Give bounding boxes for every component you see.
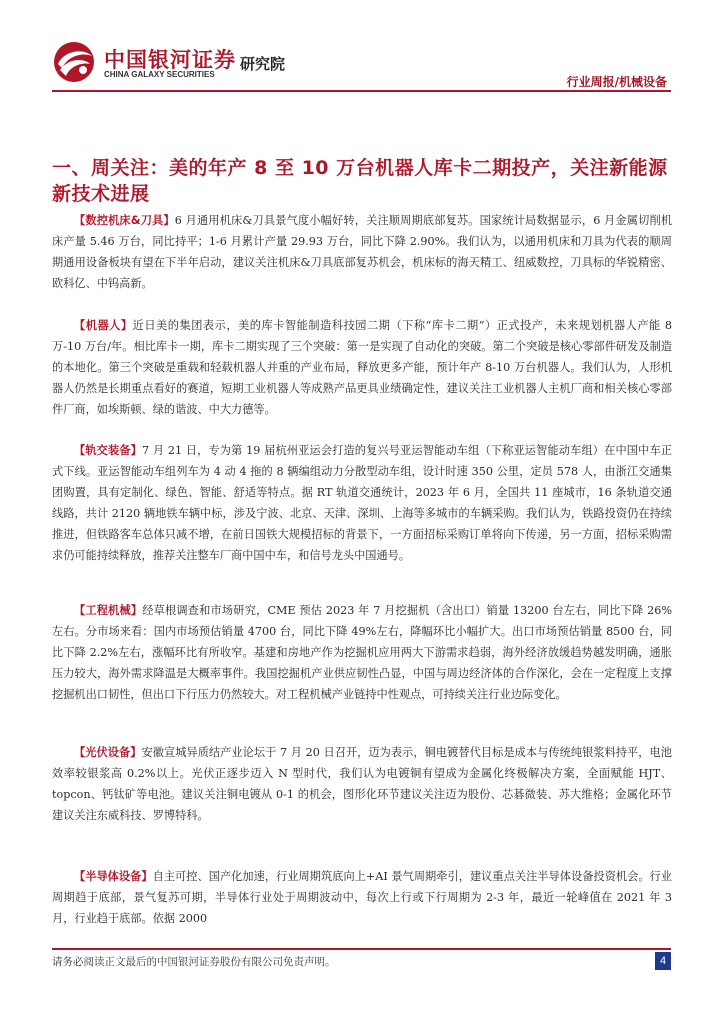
paragraph-rail-equipment — [52, 440, 672, 566]
paragraph-body: 6 月通用机床&刀具景气度小幅好转，关注顺周期底部复苏。国家统计局数据显示，6 月金属切削机床产量 5.46 万台，同比持平；1-6 月累计产量 29.93 万台，同比下降 2.90%。我们认为，以通用机床和刀具为代表的顺周期通用设备板块有望在下半年启动，建议关注机床&刀具底部复苏机会，机床标的海天精工、纽威数控，刀具标的华锐精密、欧科亿、中钨高新。 — [52, 214, 673, 290]
logo-english-name: CHINA GALAXY SECURITIES — [104, 70, 215, 79]
footer-divider — [52, 948, 671, 950]
paragraph-pv-equipment — [52, 742, 672, 826]
paragraph-body: 7 月 21 日，专为第 19 届杭州亚运会打造的复兴号亚运智能动车组（下称亚运智能动车组）在中国中车正式下线。亚运智能动车组列车为 4 动 4 拖的 8 辆编组动力分散型动车组，设计时速 350 公里，定员 578 人，由浙江交通集团购置，具有定制化、绿色、智能、舒适等特点。据 RT 轨道交通统计，2023 年 6 月，全国共 11 座城市，16 条轨道交通线路，共计 2120 辆地铁车辆中标，涉及宁波、北京、天津、深圳、上海等多城市的车辆采购。我们认为，铁路投资仍在持续推进，但铁路客车总体只减不增，在前日国铁大规模招标的背景下，一方面招标采购订单将向下传递，另一方面，招标采购需求仍可能持续释放，推荐关注整车厂商中国中车，和信号龙头中国通号。 — [52, 444, 672, 562]
paragraph-body: 安徽宣城异质结产业论坛于 7 月 20 日召开，迈为表示，铜电镀替代目标是成本与传统纯银浆料持平，电池效率较银浆高 0.2%以上。光伏正逐步迈入 N 型时代，我们认为电镀铜有望成为金属化终极解决方案，全面赋能 HJT、topcon、钙钛矿等电池。建议关注铜电镀从 0-1 的机会，图形化环节建议关注迈为股份、芯碁微装、苏大维格；金属化环节建议关注东威科技、罗博特科。 — [52, 746, 672, 822]
paragraph-robotics — [52, 315, 672, 420]
paragraph-tag: 【数控机床&刀具】 — [74, 214, 175, 227]
paragraph-semiconductor-equipment — [52, 866, 672, 929]
paragraph-body: 自主可控、国产化加速，行业周期筑底向上+AI 景气周期牵引，建议重点关注半导体设备投资机会。行业周期趋于底部，景气复苏可期，半导体行业处于周期波动中，每次上行或下行周期为 2-3 年，最近一轮峰值在 2021 年 3 月，行业趋于底部。依据 2000 — [52, 870, 672, 925]
header-divider — [52, 90, 671, 92]
paragraph-cnc-machine-tools — [52, 210, 672, 294]
institute-label: 研究院 — [240, 55, 286, 73]
page-number: 4 — [655, 952, 671, 970]
galaxy-logo-icon — [50, 40, 98, 84]
paragraph-tag: 【工程机械】 — [74, 604, 143, 617]
footer-disclaimer: 请务必阅读正文最后的中国银河证券股份有限公司免责声明。 — [52, 956, 336, 968]
logo-chinese-name: 中国银河证券 — [104, 48, 236, 72]
paragraph-tag: 【半导体设备】 — [74, 870, 153, 883]
section-heading: 一、周关注：美的年产 8 至 10 万台机器人库卡二期投产，关注新能源新技术进展 — [52, 157, 668, 205]
paragraph-tag: 【轨交装备】 — [74, 444, 143, 457]
paragraph-tag: 【机器人】 — [74, 319, 133, 332]
paragraph-body: 近日美的集团表示，美的库卡智能制造科技园二期（下称“库卡二期”）正式投产，未来规划机器人产能 8 万-10 万台/年。相比库卡一期，库卡二期实现了三个突破：第一是实现了自动化的突破。第二个突破是核心零部件研发及制造的本地化。第三个突破是重载和轻载机器人并重的产业布局，释放更多产能，预计年产 8-10 万台机器人。我们认为，人形机器人仍然是长期重点看好的赛道，短期工业机器人等成熟产品更具业绩确定性，建议关注工业机器人主机厂商和相关核心零部件厂商，如埃斯顿、绿的谐波、中大力德等。 — [52, 319, 672, 416]
report-type-label: 行业周报/机械设备 — [566, 75, 667, 89]
paragraph-tag: 【光伏设备】 — [74, 746, 142, 759]
paragraph-construction-machinery — [52, 600, 672, 705]
paragraph-body: 经草根调查和市场研究，CME 预估 2023 年 7 月挖掘机（含出口）销量 13200 台左右，同比下降 26%左右。分市场来看：国内市场预估销量 4700 台，同比下降 49%左右，降幅环比小幅扩大。出口市场预估销量 8500 台，同比下降 2.2%左右，涨幅环比有所收窄。基建和房地产作为挖掘机应用两大下游需求趋弱，海外经济放缓趋势越发明确，通胀压力较大，海外需求降温是大概率事件。我国挖掘机产业供应韧性凸显，中国与周边经济体的合作深化，会在一定程度上支撑挖掘机出口韧性，但出口下行压力仍然较大。对工程机械产业链持中性观点，可持续关注行业边际变化。 — [52, 604, 672, 701]
